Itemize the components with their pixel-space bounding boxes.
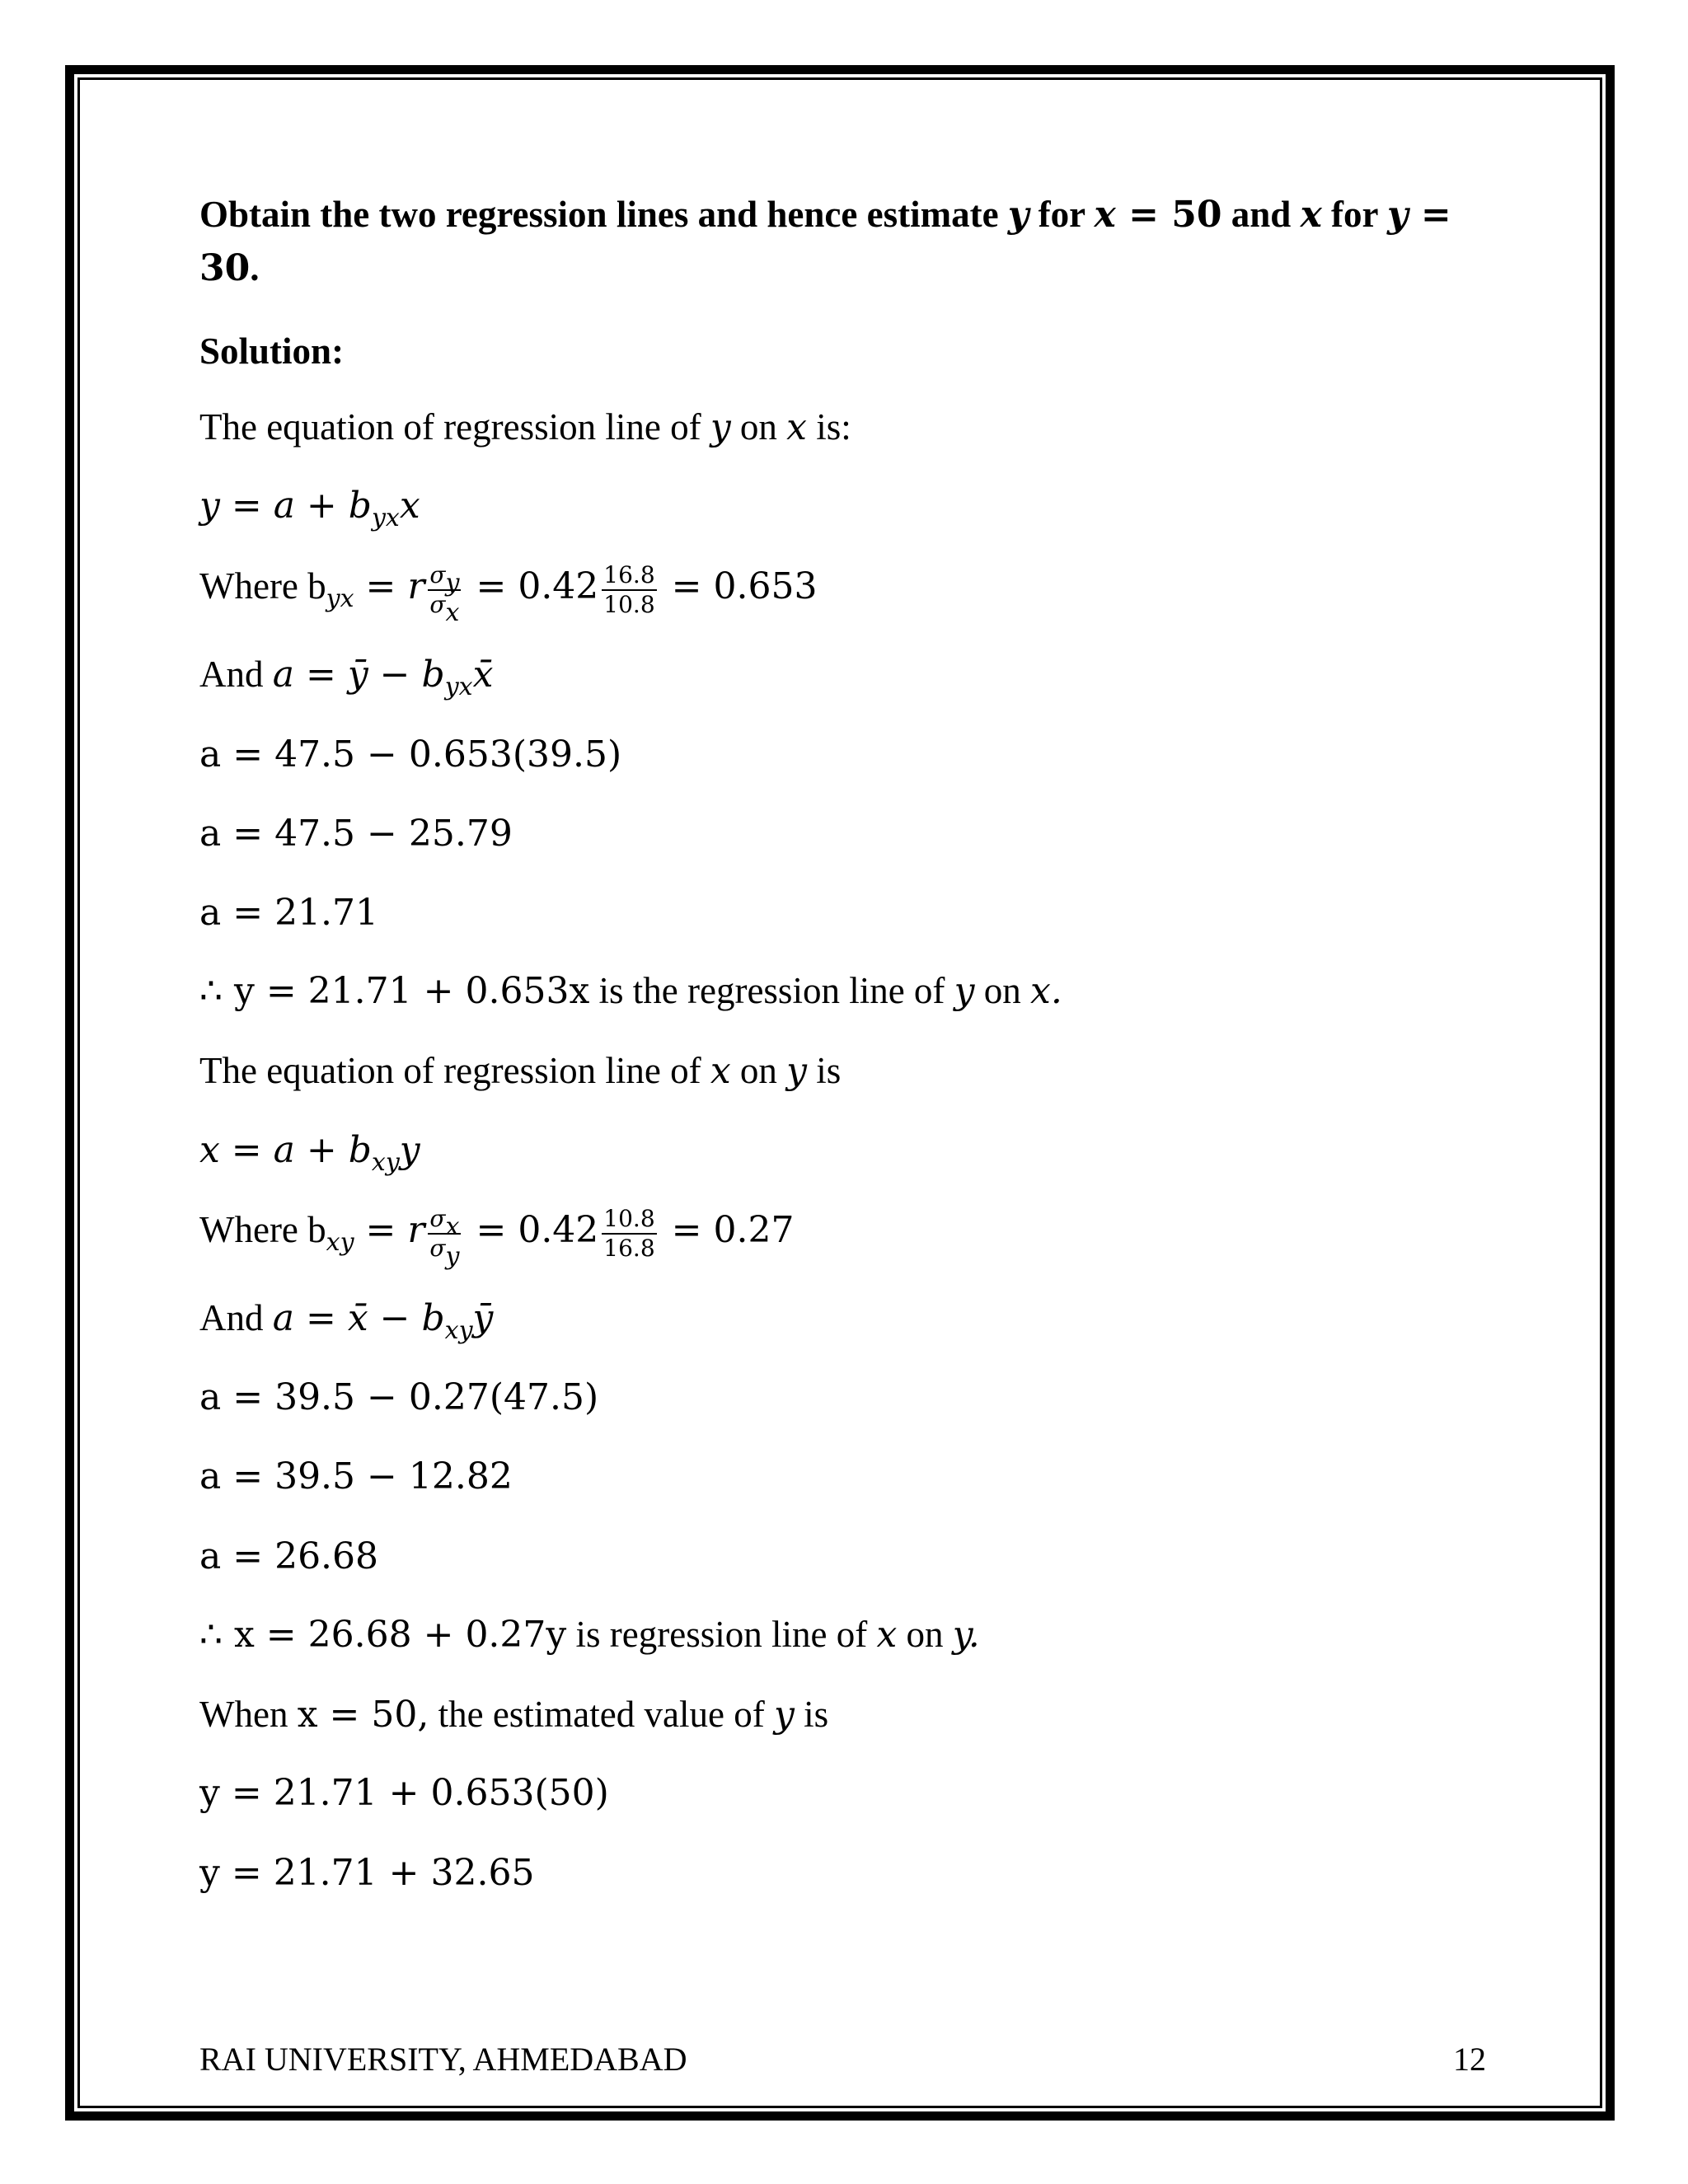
fraction-16-8-over-10-8: $\frac{16.8}{10.8}$	[603, 561, 655, 618]
eq-line-14: a = 39.5 − 12.82	[199, 1455, 513, 1497]
eq-line-6: a = 47.5 − 25.79	[199, 813, 513, 855]
eq-line-2: $y = a + b_{yx}x$	[199, 485, 420, 532]
fraction-sigma-x-over-sigma-y: $\frac{\sigma_x}{\sigma_y}$	[429, 1205, 460, 1271]
eq-line-4: And a = ȳ − $b_{yx}x̄$	[199, 654, 494, 701]
eq-line-5: a = 47.5 − 0.653(39.5)	[199, 733, 622, 776]
eq-line-13: a = 39.5 − 0.27(47.5)	[199, 1376, 599, 1418]
eq-line-7: a = 21.71	[199, 892, 379, 934]
fraction-10-8-over-16-8: $\frac{10.8}{16.8}$	[603, 1205, 655, 1262]
fraction-sigma-y-over-sigma-x: $\frac{\sigma_y}{\sigma_x}$	[429, 561, 460, 627]
eq-line-11: Where $b_{xy} = r$ $\frac{\sigma_x}{\sigma_y}$ = 0.42 $\frac{10.8}{16.8}$ = 0.27	[199, 1205, 795, 1271]
footer-institution: RAI UNIVERSITY, AHMEDABAD	[199, 2041, 687, 2078]
question-heading: Obtain the two regression lines and hence estimate y for x = 50 and x for y = 30.	[199, 194, 1451, 289]
eq-line-15: a = 26.68	[199, 1535, 379, 1577]
eq-line-16: ∴ x = 26.68 + 0.27y is regression line of x on y.	[199, 1614, 980, 1656]
footer-page-number: 12	[1453, 2041, 1486, 2078]
eq-line-1: The equation of regression line of y on x is:	[199, 406, 851, 448]
eq-line-17: When x = 50, the estimated value of y is	[199, 1694, 829, 1736]
eq-line-12: And a = x̄ − $b_{xy}ȳ$	[199, 1297, 494, 1345]
eq-line-9: The equation of regression line of x on y is	[199, 1050, 842, 1092]
solution-label: Solution:	[199, 330, 345, 372]
eq-line-19: y = 21.71 + 32.65	[199, 1852, 535, 1894]
eq-line-10: $x = a + b_{xy}y$	[199, 1129, 420, 1177]
eq-line-8: ∴ y = 21.71 + 0.653x is the regression line of y on x.	[199, 970, 1062, 1012]
eq-line-18: y = 21.71 + 0.653(50)	[199, 1772, 609, 1814]
eq-line-3: Where $b_{yx} = r$ $\frac{\sigma_y}{\sigma_x}$ = 0.42 $\frac{16.8}{10.8}$ = 0.653	[199, 561, 818, 627]
